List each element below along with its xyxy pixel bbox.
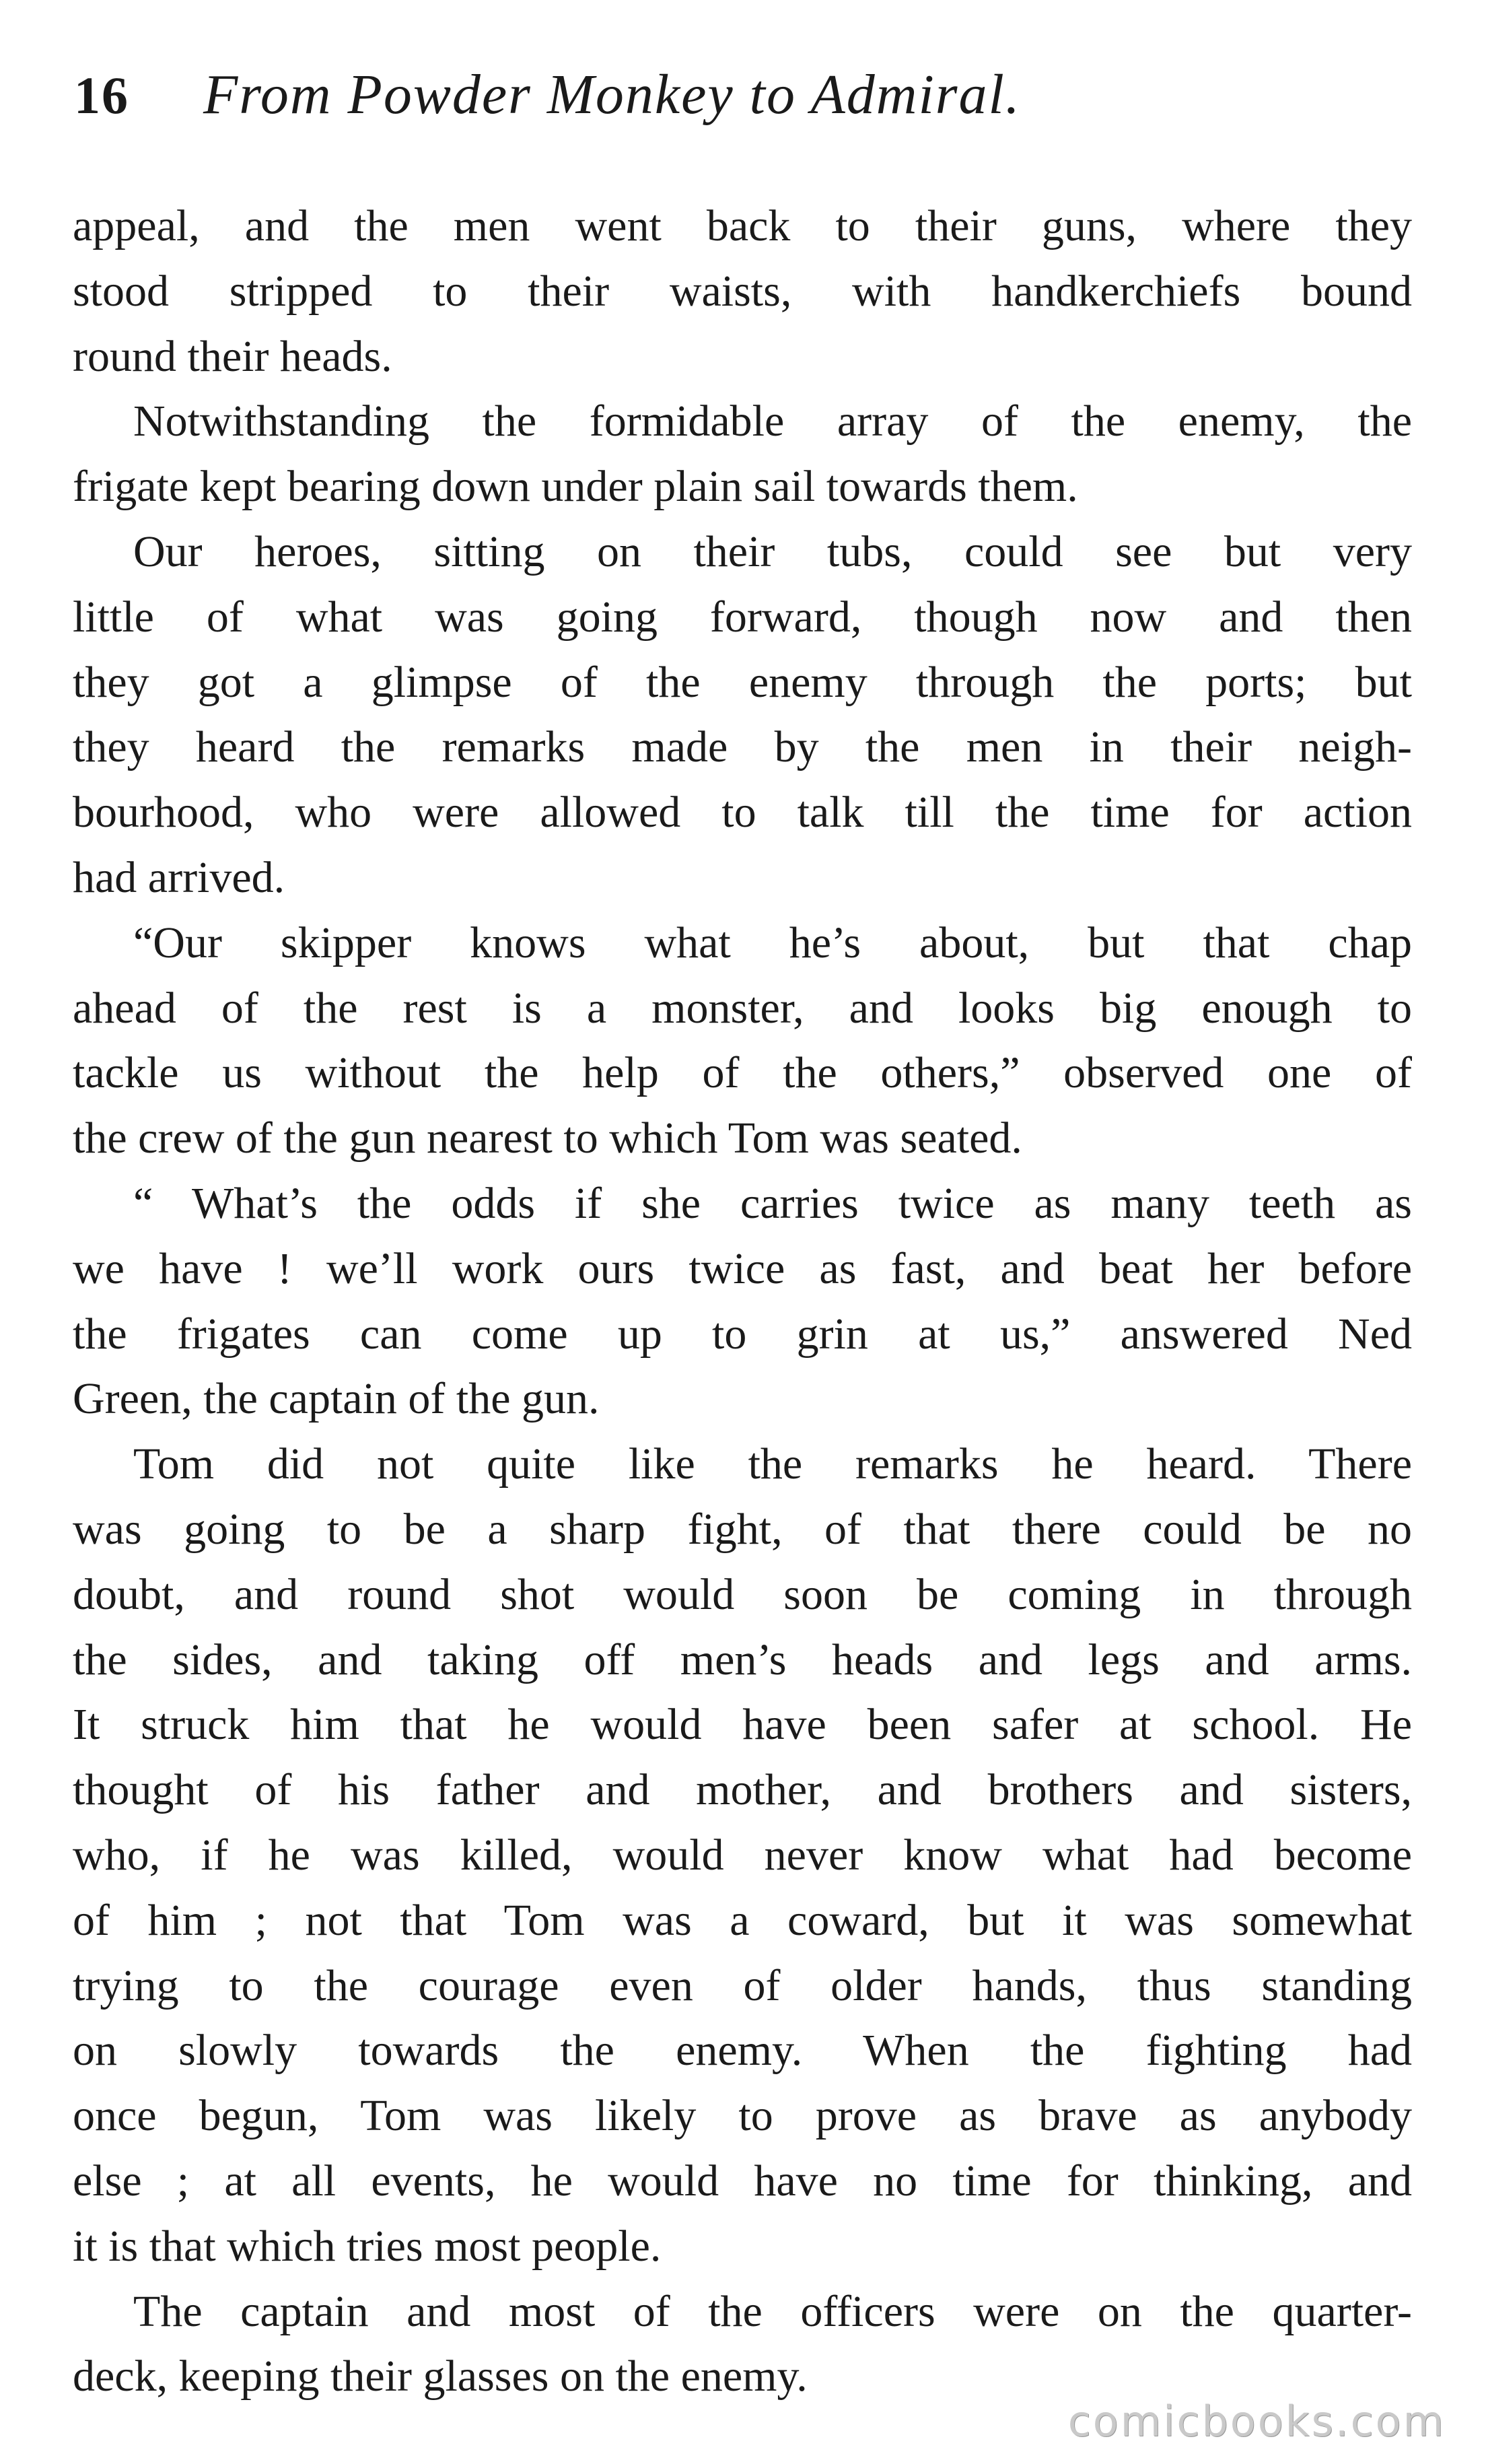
text-line: frigate kept bearing down under plain sail towards them. <box>73 462 1078 512</box>
text-line: Green, the captain of the gun. <box>73 1374 600 1424</box>
text-line: “ What’s the odds if she carries twice as many teeth as <box>133 1178 1412 1228</box>
paragraph <box>73 1432 1412 2279</box>
text-line: the sides, and taking off men’s heads and legs and arms. <box>73 1635 1412 1684</box>
text-line: had arrived. <box>73 852 285 902</box>
text-line: Tom did not quite like the remarks he heard. There <box>133 1439 1412 1489</box>
text-line: on slowly towards the enemy. When the fighting had <box>73 2026 1412 2076</box>
text-line: deck, keeping their glasses on the enemy. <box>73 2352 808 2401</box>
text-line: who, if he was killed, would never know what had become <box>73 1830 1412 1880</box>
paragraph <box>73 520 1412 911</box>
text-line: tackle us without the help of the others,” observed one of <box>73 1048 1412 1098</box>
text-line: appeal, and the men went back to their guns, where they <box>73 201 1412 250</box>
page-header <box>74 62 1420 143</box>
paragraph <box>73 389 1412 520</box>
text-line: they heard the remarks made by the men in their neigh- <box>73 722 1412 772</box>
text-line: ahead of the rest is a monster, and looks big enough to <box>73 983 1412 1033</box>
paragraph <box>73 194 1412 389</box>
text-line: of him ; not that Tom was a coward, but it was somewhat <box>73 1895 1412 1945</box>
text-line: was going to be a sharp fight, of that there could be no <box>73 1504 1412 1554</box>
text-line: Notwithstanding the formidable array of the enemy, the <box>133 397 1412 446</box>
running-head: From Powder Monkey to Admiral. <box>203 63 1021 126</box>
watermark-text: comicbooks.com <box>1067 2397 1446 2446</box>
text-line: it is that which tries most people. <box>73 2221 662 2271</box>
text-line: little of what was going forward, though now and then <box>73 592 1412 642</box>
paragraph <box>73 2280 1412 2410</box>
paragraph <box>73 911 1412 1171</box>
text-line: once begun, Tom was likely to prove as brave as anybody <box>73 2091 1412 2141</box>
text-line: round their heads. <box>73 331 392 381</box>
text-line: The captain and most of the officers were on the quarter- <box>133 2286 1412 2336</box>
text-line: bourhood, who were allowed to talk till the time for action <box>73 788 1412 837</box>
paragraph <box>73 1171 1412 1432</box>
text-line: trying to the courage even of older hands, thus standing <box>73 1960 1412 2010</box>
text-line: the frigates can come up to grin at us,” answered Ned <box>73 1309 1412 1359</box>
page-number: 16 <box>74 66 129 125</box>
text-line: doubt, and round shot would soon be coming in through <box>73 1569 1412 1619</box>
text-line: they got a glimpse of the enemy through the ports; but <box>73 657 1412 707</box>
text-line: we have ! we’ll work ours twice as fast, and beat her before <box>73 1243 1412 1293</box>
text-line: “Our skipper knows what he’s about, but that chap <box>133 918 1412 967</box>
text-line: Our heroes, sitting on their tubs, could see but very <box>133 526 1412 576</box>
text-line: thought of his father and mother, and brothers and sisters, <box>73 1765 1412 1815</box>
text-line: else ; at all events, he would have no time for thinking, and <box>73 2156 1412 2205</box>
text-line: the crew of the gun nearest to which Tom was seated. <box>73 1114 1022 1163</box>
text-line: stood stripped to their waists, with handkerchiefs bound <box>73 266 1412 316</box>
body-text <box>73 194 1412 2409</box>
text-line: It struck him that he would have been safer at school. He <box>73 1700 1412 1750</box>
